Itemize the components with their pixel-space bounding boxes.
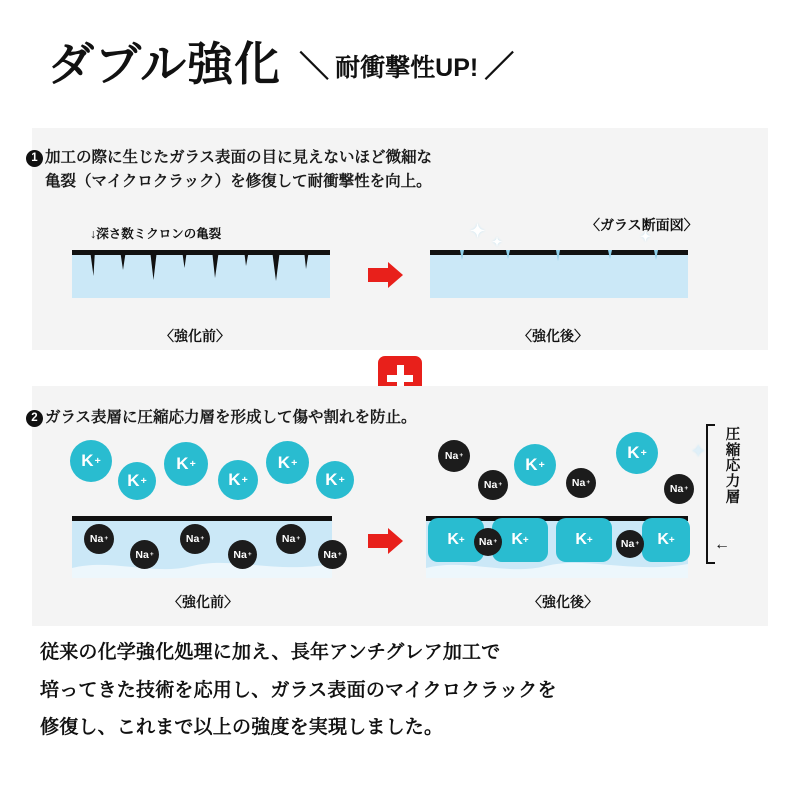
caption-after-1: 〈強化後〉 (518, 328, 588, 344)
ion-potassium-embedded: K + (492, 518, 548, 562)
page-header (0, 28, 800, 100)
ion-potassium: K + (616, 432, 658, 474)
section-1-line-1: 1 加工の際に生じたガラス表面の目に見えないほど微細な (26, 146, 432, 170)
ion-sodium: Na + (438, 440, 470, 472)
cracks-before-illustration (72, 250, 330, 298)
cross-section-label: 〈ガラス断面図〉 (586, 217, 698, 233)
ion-potassium: K + (266, 441, 309, 484)
ion-sodium: Na + (478, 470, 508, 500)
page-subtitle: 耐衝撃性UP! (335, 53, 479, 82)
ion-potassium: K + (218, 460, 258, 500)
section-2-line-1: 2 ガラス表層に圧縮応力層を形成して傷や割れを防止。 (26, 406, 417, 430)
ion-sodium: Na + (276, 524, 306, 554)
ion-potassium-embedded: K + (428, 518, 484, 562)
ion-potassium-embedded: K + (556, 518, 612, 562)
stress-layer-label: 圧縮応力層 (725, 427, 741, 506)
section-1-number: 1 (26, 150, 43, 167)
cracks-after-illustration (430, 250, 688, 298)
ion-sodium: Na + (474, 528, 502, 556)
ion-potassium: K + (514, 444, 556, 486)
ion-potassium: K + (164, 442, 208, 486)
subtitle-group (299, 53, 514, 83)
ion-potassium: K + (316, 461, 354, 499)
glass2-before-wave (72, 554, 332, 578)
ion-sodium: Na + (566, 468, 596, 498)
sparkle-icon: ✦ (640, 229, 651, 244)
sparkle-icon: ✦ (692, 443, 705, 460)
ion-potassium: K + (70, 440, 112, 482)
footer-line-2: 培ってきた技術を応用し、ガラス表面のマイクロクラックを (40, 679, 557, 701)
slash-right-icon: ／ (484, 51, 515, 84)
ion-sodium: Na + (318, 540, 347, 569)
ion-sodium: Na + (180, 524, 210, 554)
footer-line-3: 修復し、これまで以上の強度を実現しました。 (40, 717, 444, 739)
ion-sodium: Na + (664, 474, 694, 504)
ion-potassium-embedded: K + (642, 518, 690, 562)
ion-sodium: Na + (130, 540, 159, 569)
ion-sodium: Na + (84, 524, 114, 554)
crack-depth-label: ↓深さ数ミクロンの亀裂 (90, 227, 222, 241)
footer-line-1: 従来の化学強化処理に加え、長年アンチグレア加工で (40, 642, 501, 663)
caption-before-2: 〈強化前〉 (168, 594, 238, 610)
footer-description (40, 640, 770, 753)
ion-sodium: Na + (228, 540, 257, 569)
caption-after-2: 〈強化後〉 (528, 594, 598, 610)
section-2-number: 2 (26, 410, 43, 427)
page-title: ダブル強化 (48, 38, 282, 90)
sparkle-icon: ✦ (492, 235, 503, 249)
caption-before-1: 〈強化前〉 (160, 328, 230, 344)
ion-potassium: K + (118, 462, 156, 500)
stress-layer-arrow-icon: ← (714, 536, 730, 553)
section-1-line-2: 亀裂（マイクロクラック）を修復して耐衝撃性を向上。 (45, 173, 432, 190)
sparkle-icon: ✦ (470, 221, 486, 241)
slash-left-icon: ＼ (299, 51, 330, 84)
ion-sodium: Na + (616, 530, 644, 558)
